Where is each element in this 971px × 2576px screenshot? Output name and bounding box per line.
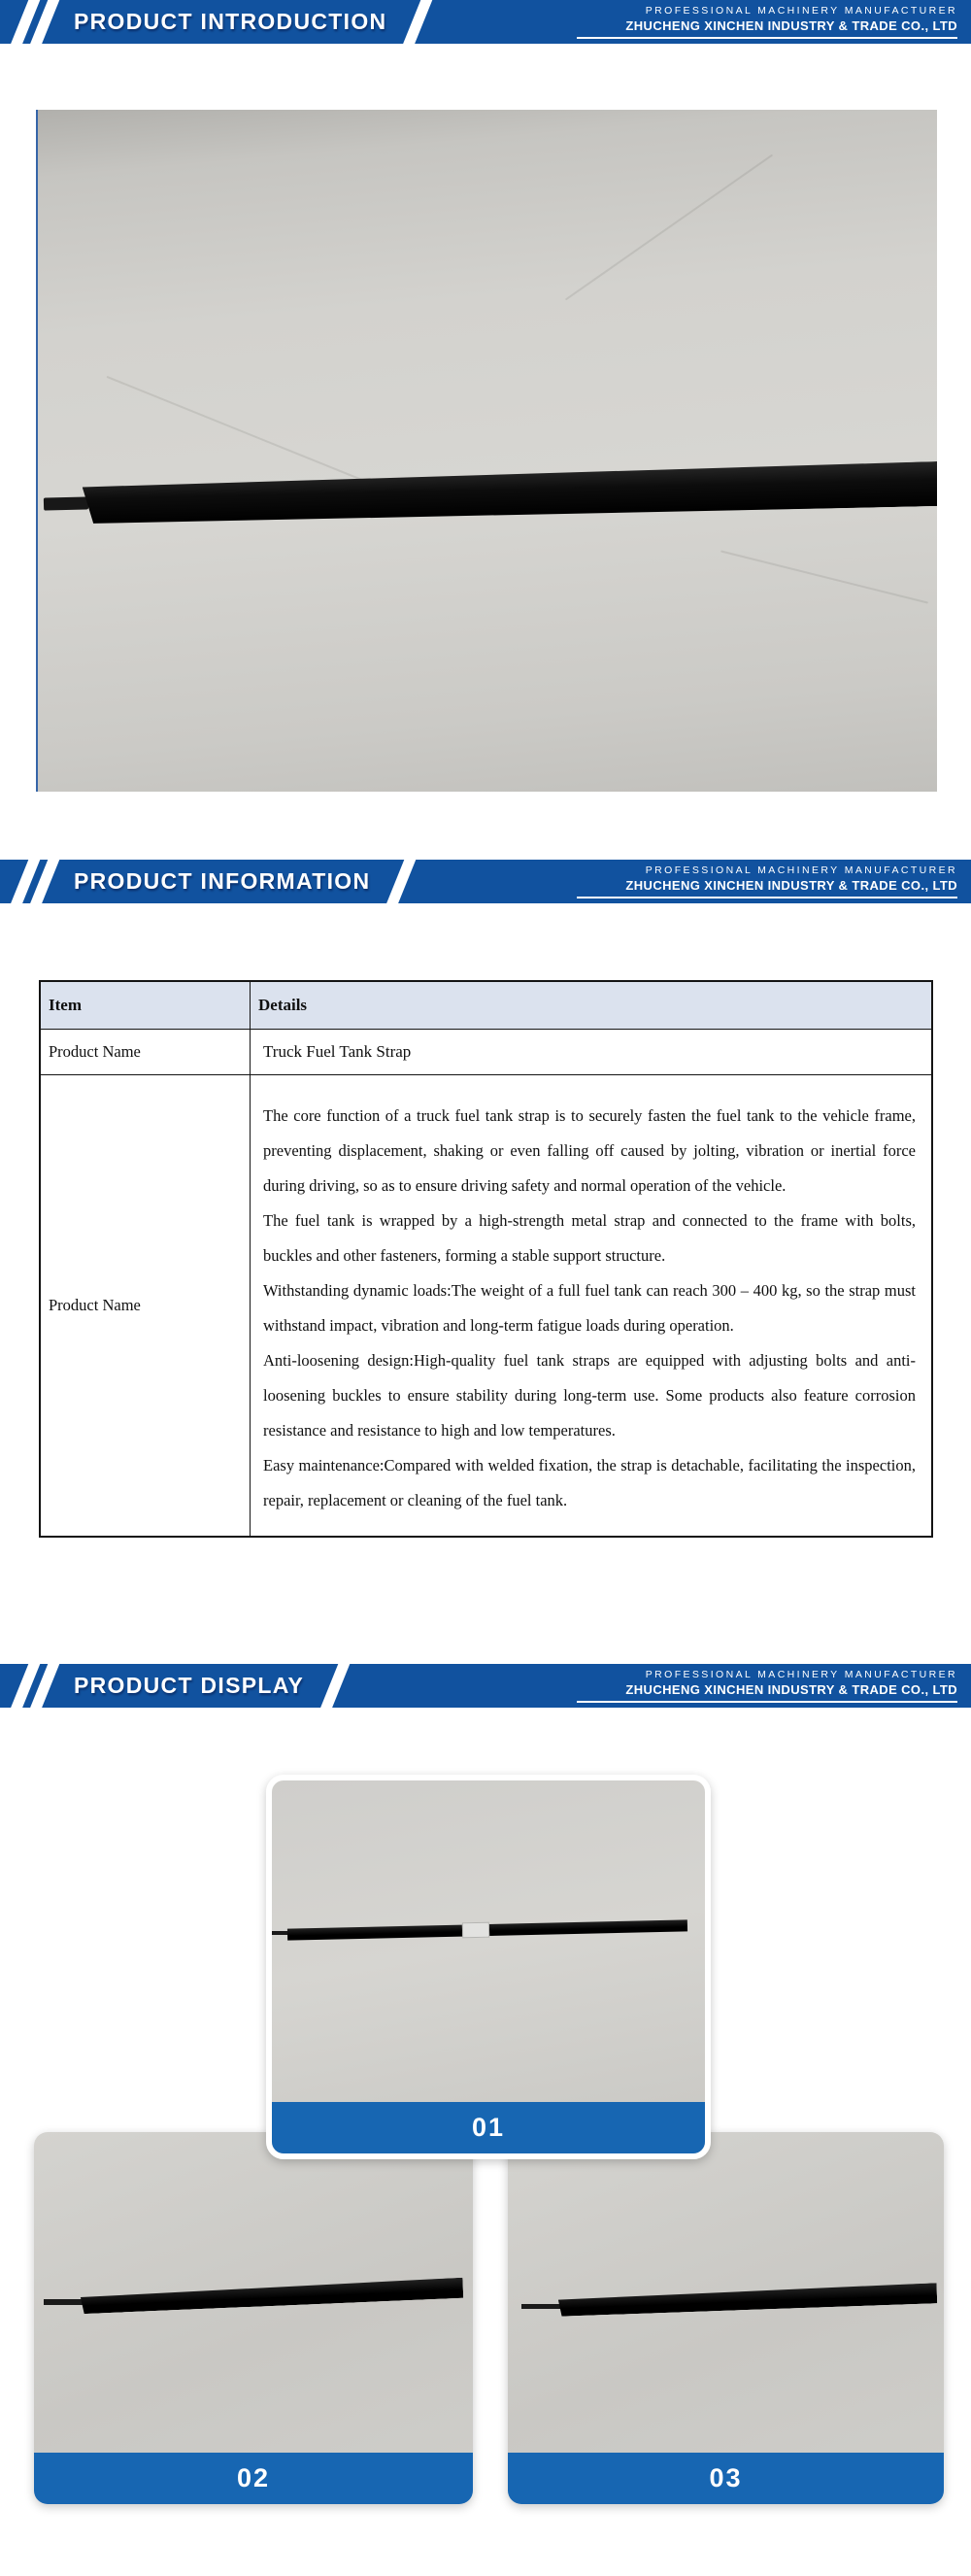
brand-company: ZHUCHENG XINCHEN INDUSTRY & TRADE CO., LTD — [625, 878, 957, 893]
scratch-texture — [720, 550, 928, 603]
table-row — [40, 1075, 932, 1538]
section-title: PRODUCT DISPLAY — [74, 1673, 305, 1698]
strap-bolt-rod — [44, 2299, 83, 2305]
strap-bolt-rod — [44, 496, 88, 510]
banner-product-introduction — [0, 0, 971, 44]
banner-left — [0, 860, 407, 903]
brand-underline — [577, 897, 957, 898]
section-title: PRODUCT INFORMATION — [74, 868, 371, 894]
banner-left — [0, 0, 423, 44]
section-title: PRODUCT INTRODUCTION — [74, 9, 387, 34]
table-header-row — [40, 981, 932, 1030]
banner-brand-block — [577, 864, 971, 898]
banner-brand-block — [577, 5, 971, 39]
scratch-texture — [107, 376, 378, 487]
banner-brand-block — [577, 1669, 971, 1703]
details-cell: Truck Fuel Tank Strap — [251, 1030, 933, 1075]
product-label-tag — [462, 1922, 489, 1939]
strap-bolt-rod — [521, 2304, 560, 2309]
scratch-texture — [565, 154, 773, 301]
fuel-tank-strap-image — [81, 2278, 464, 2314]
photo-label-badge: 02 — [34, 2453, 473, 2504]
brand-tagline: PROFESSIONAL MACHINERY MANUFACTURER — [645, 5, 957, 17]
brand-underline — [577, 1701, 957, 1703]
column-header-item: Item — [40, 981, 251, 1030]
gallery-card-02 — [34, 2132, 473, 2504]
item-cell: Product Name — [40, 1030, 251, 1075]
product-description-paragraph: Anti-loosening design:High-quality fuel tank straps are equipped with adjusting bolts and anti-loosening buckles to ensure stability during long-term use. Some products also feature corrosion resistance and resistance to high and low temperatures. — [263, 1351, 916, 1440]
fuel-tank-strap-image — [558, 2283, 937, 2317]
slash-icon — [318, 1664, 352, 1708]
product-description-paragraph: Easy maintenance:Compared with welded fixation, the strap is detachable, facilitating the inspection, repair, replacement or cleaning of the fuel tank. — [263, 1456, 916, 1509]
product-photo-introduction — [36, 110, 937, 792]
slash-icon — [384, 860, 419, 903]
banner-product-display — [0, 1664, 971, 1708]
product-description-paragraph: The core function of a truck fuel tank strap is to securely fasten the fuel tank to the vehicle frame, preventing displacement, shaking or even falling off caused by jolting, vibration or inertial force during driving, so as to ensure driving safety and normal operation of the vehicle. — [263, 1106, 916, 1195]
photo-label-badge: 01 — [272, 2102, 705, 2153]
brand-tagline: PROFESSIONAL MACHINERY MANUFACTURER — [645, 1669, 957, 1680]
fuel-tank-strap-image — [83, 461, 937, 525]
table-row — [40, 1030, 932, 1075]
gallery-card-03 — [508, 2132, 944, 2504]
photo-label-badge: 03 — [508, 2453, 944, 2504]
product-description-paragraph: The fuel tank is wrapped by a high-strength metal strap and connected to the frame with bolts, buckles and other fasteners, forming a stable support structure. — [263, 1211, 916, 1265]
column-header-details: Details — [251, 981, 933, 1030]
spec-table — [39, 980, 933, 1538]
brand-underline — [577, 37, 957, 39]
slash-icon — [400, 0, 435, 44]
details-cell — [251, 1075, 933, 1538]
brand-company: ZHUCHENG XINCHEN INDUSTRY & TRADE CO., LTD — [625, 18, 957, 33]
product-description-paragraph: Withstanding dynamic loads:The weight of a full fuel tank can reach 300 – 400 kg, so the strap must withstand impact, vibration and long-term fatigue loads during operation. — [263, 1281, 916, 1335]
banner-left — [0, 1664, 341, 1708]
gallery-card-01 — [266, 1775, 711, 2159]
banner-product-information — [0, 860, 971, 903]
item-cell: Product Name — [40, 1075, 251, 1538]
brand-tagline: PROFESSIONAL MACHINERY MANUFACTURER — [645, 864, 957, 876]
brand-company: ZHUCHENG XINCHEN INDUSTRY & TRADE CO., LTD — [625, 1682, 957, 1697]
